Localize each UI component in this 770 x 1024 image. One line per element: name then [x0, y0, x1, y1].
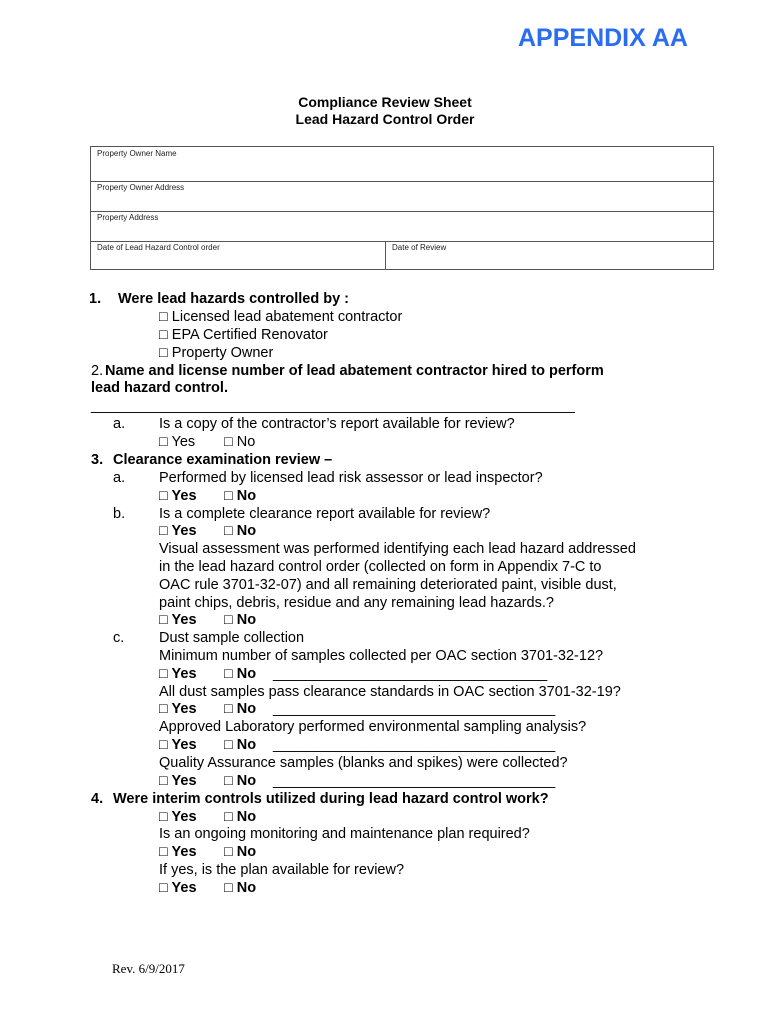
q4-yes-option[interactable]: □ Yes [159, 809, 197, 825]
approved-lab-yes-option[interactable]: □ Yes [159, 737, 197, 753]
owner-name-field[interactable] [91, 147, 713, 182]
min-samples-comment-line[interactable]: __________________________________ [273, 666, 548, 682]
revision-date: Rev. 6/9/2017 [112, 961, 185, 976]
min-samples-no-option[interactable]: □ No [224, 666, 257, 682]
q1-option-licensed-contractor[interactable]: □ Licensed lead abatement contractor [159, 309, 403, 325]
dates-row [91, 241, 713, 269]
owner-name-label: Property Owner Name [97, 149, 177, 158]
monitoring-yes-option[interactable]: □ Yes [159, 844, 197, 860]
q1-option-epa-renovator[interactable]: □ EPA Certified Renovator [159, 327, 328, 343]
owner-address-label: Property Owner Address [97, 183, 185, 192]
q2a-yes-option[interactable]: □ Yes [159, 434, 196, 450]
q2a-text: Is a copy of the contractor’s report available for review? [159, 416, 515, 432]
q3b-text: Is a complete clearance report available for review? [159, 506, 491, 522]
min-samples-yes-option[interactable]: □ Yes [159, 666, 197, 682]
property-address-field[interactable] [91, 211, 713, 242]
property-address-label: Property Address [97, 213, 159, 222]
q2a-label: a. [113, 416, 126, 432]
pass-standards-yes-option[interactable]: □ Yes [159, 701, 197, 717]
approved-lab-no-option[interactable]: □ No [224, 737, 257, 753]
q1-option-property-owner[interactable]: □ Property Owner [159, 345, 274, 361]
pass-standards-question: All dust samples pass clearance standards in OAC section 3701-32-19? [159, 684, 621, 700]
monitoring-plan-question: Is an ongoing monitoring and maintenance plan required? [159, 826, 530, 842]
q3b-label: b. [113, 506, 126, 522]
monitoring-no-option[interactable]: □ No [224, 844, 257, 860]
table-divider [385, 241, 386, 269]
visual-assessment-line-4: paint chips, debris, residue and any remaining lead hazards.? [159, 595, 554, 611]
pass-standards-comment-line[interactable]: ___________________________________ [273, 701, 556, 717]
q3a-label: a. [113, 470, 126, 486]
owner-address-field[interactable] [91, 181, 713, 212]
q3a-text: Performed by licensed lead risk assessor or lead inspector? [159, 470, 543, 486]
visual-no-option[interactable]: □ No [224, 612, 257, 628]
plan-available-no-option[interactable]: □ No [224, 880, 257, 896]
q3a-yes-option[interactable]: □ Yes [159, 488, 197, 504]
q2-contractor-line[interactable]: ____________________________________________________________ [91, 398, 575, 414]
q3-number: 3. [91, 452, 104, 468]
approved-lab-comment-line[interactable]: ___________________________________ [273, 737, 556, 753]
q4-text: Were interim controls utilized during lead hazard control work? [113, 791, 549, 807]
visual-yes-option[interactable]: □ Yes [159, 612, 197, 628]
min-samples-question: Minimum number of samples collected per OAC section 3701-32-12? [159, 648, 604, 664]
q1-text: Were lead hazards controlled by : [118, 291, 349, 307]
document-title: Compliance Review Sheet [298, 94, 472, 110]
qa-samples-yes-option[interactable]: □ Yes [159, 773, 197, 789]
qa-samples-question: Quality Assurance samples (blanks and spikes) were collected? [159, 755, 568, 771]
order-date-label: Date of Lead Hazard Control order [97, 243, 220, 252]
plan-available-question: If yes, is the plan available for review? [159, 862, 405, 878]
q3a-no-option[interactable]: □ No [224, 488, 257, 504]
visual-assessment-line-2: in the lead hazard control order (collected on form in Appendix 7-C to [159, 559, 602, 575]
document-subtitle: Lead Hazard Control Order [295, 111, 475, 127]
q3b-yes-option[interactable]: □ Yes [159, 523, 197, 539]
property-info-table [90, 146, 714, 270]
qa-samples-no-option[interactable]: □ No [224, 773, 257, 789]
appendix-heading: APPENDIX AA [518, 24, 688, 52]
approved-lab-question: Approved Laboratory performed environmental sampling analysis? [159, 719, 587, 735]
q3c-label: c. [113, 630, 125, 646]
q2a-no-option[interactable]: □ No [224, 434, 256, 450]
q4-number: 4. [91, 791, 104, 807]
q2-number: 2. [91, 363, 104, 379]
q1-number: 1. [89, 291, 102, 307]
q4-no-option[interactable]: □ No [224, 809, 257, 825]
plan-available-yes-option[interactable]: □ Yes [159, 880, 197, 896]
pass-standards-no-option[interactable]: □ No [224, 701, 257, 717]
q2-text: Name and license number of lead abatement contractor hired to perform [105, 363, 604, 379]
q3b-no-option[interactable]: □ No [224, 523, 257, 539]
qa-samples-comment-line[interactable]: ___________________________________ [273, 773, 556, 789]
visual-assessment-line-3: OAC rule 3701-32-07) and all remaining deteriorated paint, visible dust, [159, 577, 617, 593]
review-date-label: Date of Review [392, 243, 447, 252]
q3-text: Clearance examination review – [113, 452, 333, 468]
q2-text-continued: lead hazard control. [91, 380, 228, 396]
q3c-text: Dust sample collection [159, 630, 305, 646]
visual-assessment-line-1: Visual assessment was performed identifying each lead hazard addressed [159, 541, 636, 557]
